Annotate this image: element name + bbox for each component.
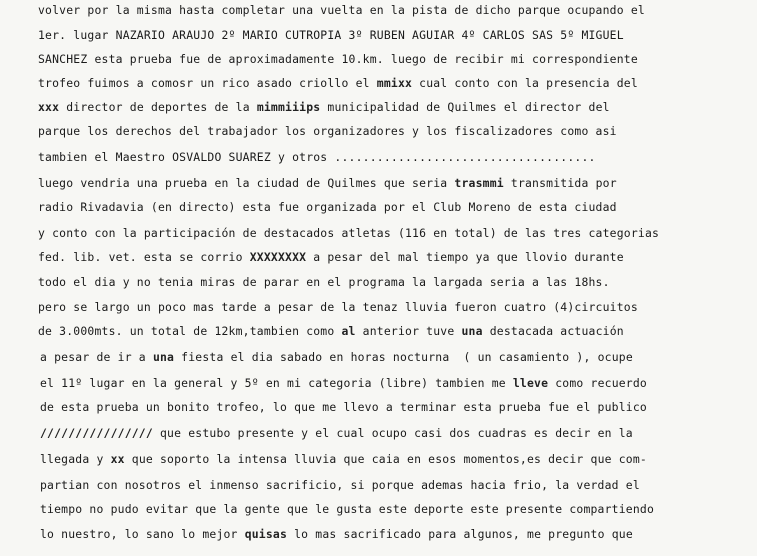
text-line bbox=[40, 502, 654, 516]
text-segment: a pesar de ir a bbox=[40, 350, 153, 364]
struck-out-word: al bbox=[341, 324, 356, 338]
text-line bbox=[38, 176, 617, 190]
text-segment: radio Rivadavia (en directo) esta fue organizada por el Club Moreno de esta ciudad bbox=[38, 200, 617, 214]
text-segment: tambien el Maestro OSVALDO SUAREZ y otros ..................................... bbox=[38, 150, 596, 164]
text-line bbox=[38, 76, 638, 90]
text-segment: como recuerdo bbox=[548, 376, 647, 390]
text-segment: director de deportes de la bbox=[59, 100, 257, 114]
text-segment: luego vendria una prueba en la ciudad de Quilmes que seria bbox=[38, 176, 455, 190]
text-line bbox=[38, 124, 617, 138]
text-segment: lo nuestro, lo sano lo mejor bbox=[40, 527, 245, 541]
text-segment: pero se largo un poco mas tarde a pesar de la tenaz lluvia fueron cuatro (4)circuitos bbox=[38, 300, 638, 314]
text-segment: fiesta el dia sabado en horas nocturna ( un casamiento ), ocupe bbox=[174, 350, 633, 364]
text-segment: parque los derechos del trabajador los organizadores y los fiscalizadores como asi bbox=[38, 124, 617, 138]
text-segment: a pesar del mal tiempo ya que llovio durante bbox=[306, 250, 624, 264]
struck-out-word: mimmiiips bbox=[256, 100, 321, 114]
text-line bbox=[38, 324, 624, 338]
text-segment: llegada y bbox=[40, 452, 111, 466]
text-line bbox=[38, 52, 638, 66]
struck-out-word: una bbox=[152, 350, 175, 364]
struck-out-word: XXXXXXXX bbox=[249, 250, 307, 264]
text-line bbox=[38, 250, 624, 264]
text-line bbox=[40, 350, 633, 364]
text-segment: volver por la misma hasta completar una vuelta en la pista de dicho parque ocupando el bbox=[38, 3, 645, 17]
text-line bbox=[38, 226, 659, 240]
text-segment: todo el dia y no tenia miras de parar en el programa la largada seria a las 18hs. bbox=[38, 275, 610, 289]
struck-out-word: xx bbox=[110, 452, 125, 466]
struck-out-word: mmixx bbox=[376, 76, 413, 90]
text-line bbox=[40, 527, 633, 541]
text-segment: destacada actuación bbox=[482, 324, 624, 338]
text-segment: trofeo fuimos a comosr un rico asado criollo el bbox=[38, 76, 377, 90]
text-segment: transmitida por bbox=[503, 176, 617, 190]
text-line bbox=[38, 150, 596, 164]
text-segment: tiempo no pudo evitar que la gente que le gusta este deporte este presente compartiendo bbox=[40, 502, 655, 516]
text-segment: que soporto la intensa lluvia que caia en esos momentos,es decir que com- bbox=[124, 452, 647, 466]
text-segment: de esta prueba un bonito trofeo, lo que me llevo a terminar esta prueba fue el publico bbox=[40, 400, 647, 414]
text-segment: anterior tuve bbox=[355, 324, 462, 338]
text-line bbox=[38, 200, 617, 214]
struck-out-word: quisas bbox=[244, 527, 288, 541]
text-segment: partian con nosotros el inmenso sacrificio, si porque ademas hacia frio, la verdad el bbox=[40, 478, 640, 492]
struck-out-word: lleve bbox=[512, 376, 549, 390]
text-segment: que estubo presente y el cual ocupo casi dos cuadras es decir en la bbox=[152, 426, 633, 440]
text-line bbox=[38, 28, 624, 42]
struck-out-word: //////////////// bbox=[40, 426, 153, 440]
struck-out-word: una bbox=[461, 324, 483, 338]
text-segment: SANCHEZ esta prueba fue de aproximadamente 10.km. luego de recibir mi correspondiente bbox=[38, 52, 638, 66]
text-line bbox=[40, 478, 640, 492]
text-segment: cual conto con la presencia del bbox=[412, 76, 638, 90]
text-segment: fed. lib. vet. esta se corrio bbox=[38, 250, 250, 264]
text-segment: 1er. lugar NAZARIO ARAUJO 2º MARIO CUTROPIA 3º RUBEN AGUIAR 4º CARLOS SAS 5º MIGUEL bbox=[38, 28, 624, 42]
struck-out-word: trasmmi bbox=[454, 176, 504, 190]
text-line bbox=[38, 300, 638, 314]
text-segment: el 11º lugar en la general y 5º en mi categoria (libre) tambien me bbox=[40, 376, 513, 390]
text-line bbox=[40, 452, 647, 466]
text-segment: lo mas sacrificado para algunos, me pregunto que bbox=[287, 527, 633, 541]
text-line bbox=[40, 400, 647, 414]
text-line bbox=[38, 3, 645, 17]
text-segment: de 3.000mts. un total de 12km,tambien como bbox=[38, 324, 342, 338]
text-line bbox=[38, 100, 610, 114]
text-segment: municipalidad de Quilmes el director del bbox=[320, 100, 610, 114]
text-line bbox=[40, 376, 647, 390]
text-segment: y conto con la participación de destacados atletas (116 en total) de las tres categorias bbox=[38, 226, 660, 240]
text-line bbox=[38, 275, 610, 289]
struck-out-word: xxx bbox=[38, 100, 60, 114]
text-line bbox=[40, 426, 633, 440]
